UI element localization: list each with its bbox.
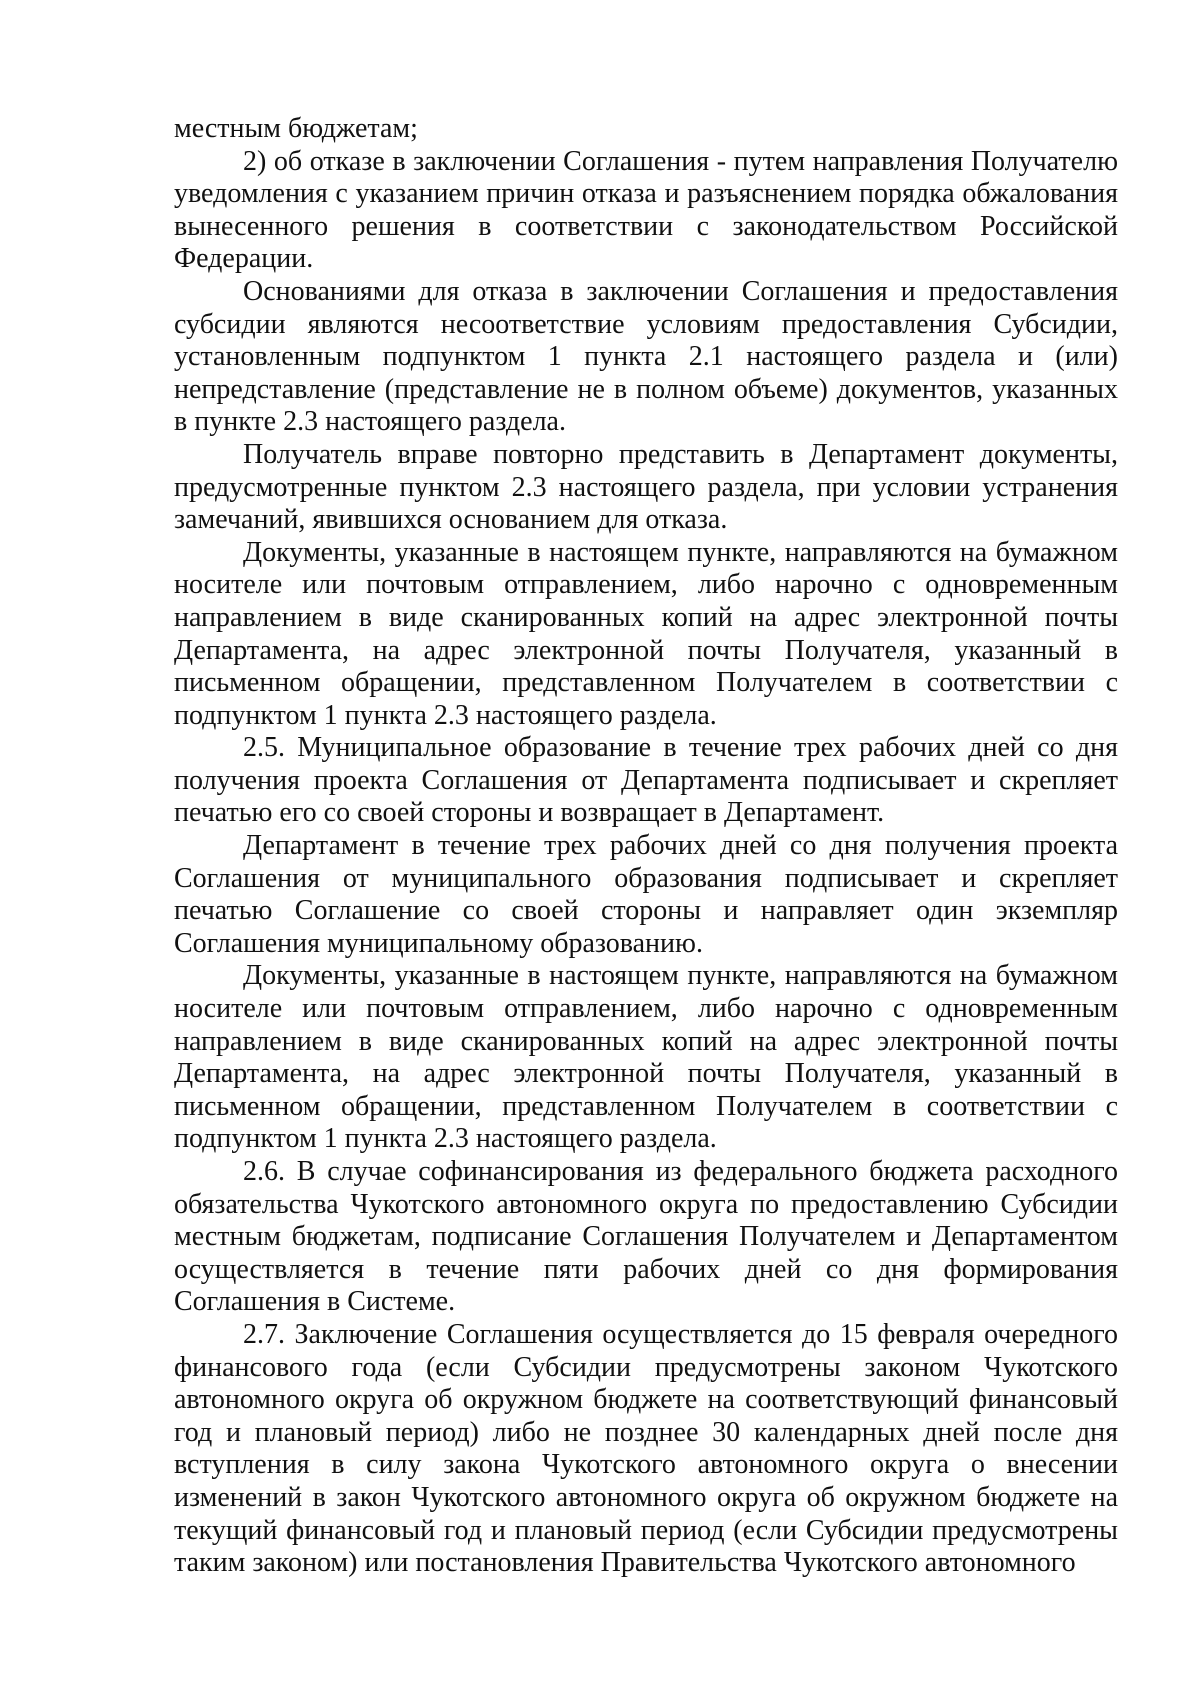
paragraph-resubmission: Получатель вправе повторно представить в Департамент документы, предусмотренные пунктом 2.3 настоящего раздела, при условии устранения замечаний, явившихся основанием для отказа.: [174, 438, 1118, 536]
paragraph-documents-delivery-1: Документы, указанные в настоящем пункте, направляются на бумажном носителе или почтовым отправлением, либо нарочно с одновременным направлением в виде сканированных копий на адрес электронной почты Департамента, на адрес электронной почты Получателя, указанный в письменном обращении, представленном Получателем в соответствии с подпунктом 1 пункта 2.3 настоящего раздела.: [174, 536, 1118, 731]
paragraph-section-2-7: 2.7. Заключение Соглашения осуществляется до 15 февраля очередного финансового года (если Субсидии предусмотрены законом Чукотского автономного округа об окружном бюджете на соответствующий финансовый год и плановый период) либо не позднее 30 календарных дней после дня вступления в силу закона Чукотского автономного округа о внесении изменений в закон Чукотского автономного округа об окружном бюджете на текущий финансовый год и плановый период (если Субсидии предусмотрены таким законом) или постановления Правительства Чукотского автономного: [174, 1318, 1118, 1579]
paragraph-documents-delivery-2: Документы, указанные в настоящем пункте, направляются на бумажном носителе или почтовым отправлением, либо нарочно с одновременным направлением в виде сканированных копий на адрес электронной почты Департамента, на адрес электронной почты Получателя, указанный в письменном обращении, представленном Получателем в соответствии с подпунктом 1 пункта 2.3 настоящего раздела.: [174, 960, 1118, 1155]
paragraph-section-2-6: 2.6. В случае софинансирования из федерального бюджета расходного обязательства Чукотского автономного округа по предоставлению Субсидии местным бюджетам, подписание Соглашения Получателем и Департаментом осуществляется в течение пяти рабочих дней со дня формирования Соглашения в Системе.: [174, 1156, 1118, 1318]
paragraph-refusal-notice: 2) об отказе в заключении Соглашения - путем направления Получателю уведомления с указанием причин отказа и разъяснением порядка обжалования вынесенного решения в соответствии с законодательством Российской Федерации.: [174, 145, 1118, 275]
document-body: [174, 113, 1118, 1580]
paragraph-department-signing: Департамент в течение трех рабочих дней со дня получения проекта Соглашения от муниципального образования подписывает и скрепляет печатью Соглашение со своей стороны и направляет один экземпляр Соглашения муниципальному образованию.: [174, 830, 1118, 959]
paragraph-refusal-grounds: Основаниями для отказа в заключении Соглашения и предоставления субсидии являются несоответствие условиям предоставления Субсидии, установленным подпунктом 1 пункта 2.1 настоящего раздела и (или) непредставление (представление не в полном объеме) документов, указанных в пункте 2.3 настоящего раздела.: [174, 275, 1118, 438]
paragraph-section-2-5: 2.5. Муниципальное образование в течение трех рабочих дней со дня получения проекта Соглашения от Департамента подписывает и скрепляет печатью его со своей стороны и возвращает в Департамент.: [174, 732, 1118, 829]
paragraph-continuation: местным бюджетам;: [174, 113, 418, 144]
